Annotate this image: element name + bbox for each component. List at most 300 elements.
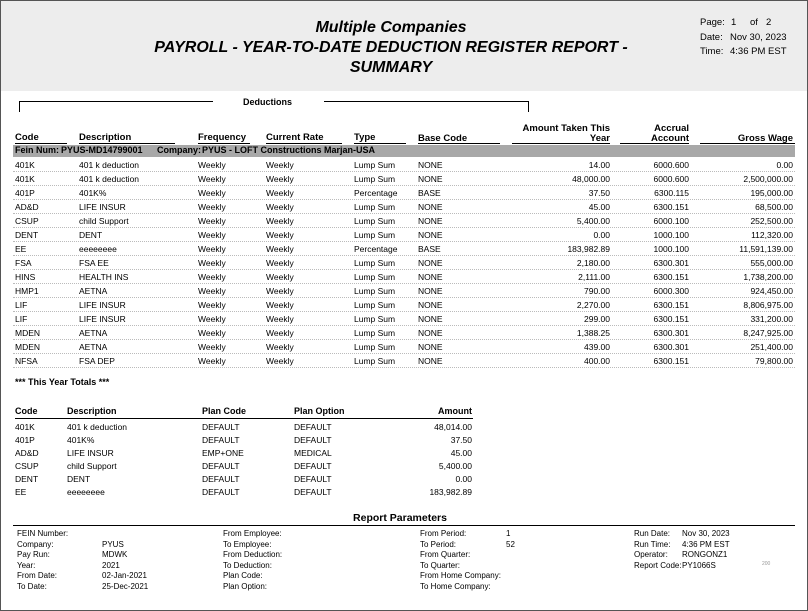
- page-value: 1: [731, 17, 737, 28]
- row-base-code: NONE: [418, 286, 443, 296]
- row-gross-wage: 8,806,975.00: [743, 300, 793, 310]
- row-current-rate: Weekly: [266, 188, 294, 198]
- table-row: [13, 326, 795, 340]
- totals-label: *** This Year Totals ***: [15, 377, 110, 387]
- report-title-main: PAYROLL - YEAR-TO-DATE DEDUCTION REGISTER REPORT -: [154, 39, 628, 56]
- row-frequency: Weekly: [198, 300, 226, 310]
- row-frequency: Weekly: [198, 258, 226, 268]
- col-current-rate: Current Rate: [266, 132, 324, 143]
- row-current-rate: Weekly: [266, 356, 294, 366]
- param-item: [420, 529, 511, 540]
- row-accrual-account: 6300.151: [653, 356, 689, 366]
- row-type: Lump Sum: [354, 356, 396, 366]
- totals-row-plan-option: DEFAULT: [294, 435, 332, 445]
- row-accrual-account: 6300.151: [653, 202, 689, 212]
- row-amount-taken: 5,400.00: [576, 216, 610, 226]
- row-gross-wage: 79,800.00: [755, 356, 793, 366]
- row-frequency: Weekly: [198, 202, 226, 212]
- col-amount-underline: [512, 143, 610, 144]
- row-base-code: NONE: [418, 272, 443, 282]
- row-gross-wage: 195,000.00: [750, 188, 793, 198]
- row-accrual-account: 6300.301: [653, 258, 689, 268]
- totals-col-description: Description: [67, 406, 117, 416]
- row-code: FSA: [15, 258, 32, 268]
- report-parameters-title: Report Parameters: [353, 512, 447, 524]
- row-current-rate: Weekly: [266, 286, 294, 296]
- totals-row-description: DENT: [67, 474, 91, 484]
- bracket-left-line: [19, 101, 213, 102]
- row-base-code: BASE: [418, 244, 441, 254]
- param-label: FEIN Number:: [17, 529, 69, 538]
- col-frequency: Frequency: [198, 132, 247, 143]
- table-row: [13, 256, 795, 270]
- row-amount-taken: 299.00: [584, 314, 610, 324]
- row-gross-wage: 68,500.00: [755, 202, 793, 212]
- row-description: 401 k deduction: [79, 174, 140, 184]
- params-column-1: [17, 529, 149, 593]
- row-base-code: NONE: [418, 314, 443, 324]
- table-row: [13, 228, 795, 242]
- row-code: DENT: [15, 230, 39, 240]
- row-frequency: Weekly: [198, 328, 226, 338]
- param-item: [223, 550, 282, 561]
- row-frequency: Weekly: [198, 314, 226, 324]
- table-row: [13, 312, 795, 326]
- param-item: [634, 550, 728, 561]
- row-base-code: NONE: [418, 328, 443, 338]
- totals-row-description: 401 k deduction: [67, 422, 128, 432]
- row-type: Lump Sum: [354, 230, 396, 240]
- row-accrual-account: 6300.151: [653, 314, 689, 324]
- row-description: AETNA: [79, 342, 108, 352]
- row-current-rate: Weekly: [266, 272, 294, 282]
- totals-row: [15, 448, 473, 461]
- page-info: [700, 17, 772, 28]
- row-current-rate: Weekly: [266, 314, 294, 324]
- totals-row-code: 401P: [15, 435, 35, 445]
- row-type: Lump Sum: [354, 314, 396, 324]
- param-label: To Period:: [420, 539, 457, 549]
- row-code: LIF: [15, 314, 28, 324]
- row-description: 401K%: [79, 188, 107, 198]
- param-item: [420, 539, 515, 551]
- row-description: FSA DEP: [79, 356, 115, 366]
- param-label: Run Date:: [634, 529, 671, 538]
- time-info: [700, 46, 787, 57]
- fein-value: PYUS-MD14799001: [61, 145, 143, 155]
- row-frequency: Weekly: [198, 342, 226, 352]
- row-description: LIFE INSUR: [79, 202, 126, 212]
- row-amount-taken: 790.00: [584, 286, 610, 296]
- param-value: 25-Dec-2021: [102, 581, 149, 591]
- row-code: EE: [15, 244, 27, 254]
- totals-row-amount: 48,014.00: [434, 422, 472, 432]
- totals-row-plan-option: DEFAULT: [294, 461, 332, 471]
- row-type: Lump Sum: [354, 342, 396, 352]
- param-label: To Date:: [17, 581, 47, 591]
- row-amount-taken: 37.50: [588, 188, 610, 198]
- param-item: [634, 539, 730, 551]
- col-accrual-underline: [620, 143, 689, 144]
- row-frequency: Weekly: [198, 160, 226, 170]
- bracket-right-line: [324, 101, 528, 102]
- row-amount-taken: 45.00: [588, 202, 610, 212]
- totals-row-code: DENT: [15, 474, 39, 484]
- col-description: Description: [79, 132, 132, 143]
- row-gross-wage: 555,000.00: [750, 258, 793, 268]
- totals-row-amount: 45.00: [450, 448, 472, 458]
- totals-row-amount: 183,982.89: [429, 487, 472, 497]
- row-description: LIFE INSUR: [79, 314, 126, 324]
- row-base-code: NONE: [418, 174, 443, 184]
- totals-row: [15, 422, 473, 435]
- params-column-4: [634, 529, 730, 571]
- row-type: Lump Sum: [354, 258, 396, 268]
- totals-col-code: Code: [15, 406, 38, 416]
- param-label: To Home Company:: [420, 581, 491, 591]
- param-value: PYUS: [102, 539, 124, 549]
- row-gross-wage: 1,738,200.00: [743, 272, 793, 282]
- row-description: DENT: [79, 230, 103, 240]
- param-label: To Deduction:: [223, 560, 272, 570]
- row-code: MDEN: [15, 342, 41, 352]
- table-row: [13, 298, 795, 312]
- param-item: [420, 561, 501, 572]
- param-value: 02-Jan-2021: [102, 571, 147, 581]
- param-label: Year:: [17, 560, 36, 570]
- page-total: 2: [766, 17, 772, 28]
- param-label: Pay Run:: [17, 550, 50, 560]
- col-gross-underline: [700, 143, 795, 144]
- col-accrual-line2: Account: [651, 133, 689, 144]
- param-item: [223, 540, 282, 551]
- totals-row-plan-code: DEFAULT: [202, 474, 240, 484]
- param-item: [420, 582, 501, 593]
- row-gross-wage: 331,200.00: [750, 314, 793, 324]
- row-base-code: NONE: [418, 216, 443, 226]
- row-amount-taken: 183,982.89: [567, 244, 610, 254]
- param-value: MDWK: [102, 550, 128, 560]
- row-code: CSUP: [15, 216, 39, 226]
- param-value: 4:36 PM EST: [682, 539, 730, 549]
- row-code: LIF: [15, 300, 28, 310]
- totals-row: [15, 474, 473, 487]
- col-amount-taken-line2: Year: [589, 133, 610, 144]
- totals-col-plan-code: Plan Code: [202, 406, 247, 416]
- totals-row-amount: 37.50: [450, 435, 472, 445]
- table-row: [13, 242, 795, 256]
- row-base-code: NONE: [418, 202, 443, 212]
- row-accrual-account: 6300.301: [653, 328, 689, 338]
- row-amount-taken: 1,388.25: [576, 328, 610, 338]
- row-amount-taken: 0.00: [593, 230, 610, 240]
- param-value: 52: [506, 539, 515, 549]
- row-current-rate: Weekly: [266, 174, 294, 184]
- col-base-code: Base Code: [418, 133, 468, 144]
- row-gross-wage: 2,500,000.00: [743, 174, 793, 184]
- totals-row-code: AD&D: [15, 448, 39, 458]
- param-value: PY1066S: [682, 560, 716, 570]
- row-frequency: Weekly: [198, 272, 226, 282]
- param-label: Plan Option:: [223, 581, 268, 591]
- param-label: Company:: [17, 539, 54, 549]
- row-code: NFSA: [15, 356, 38, 366]
- totals-col-amount: Amount: [438, 406, 472, 416]
- row-amount-taken: 2,270.00: [576, 300, 610, 310]
- row-code: 401K: [15, 174, 35, 184]
- row-accrual-account: 6300.301: [653, 342, 689, 352]
- params-column-2: [223, 529, 282, 593]
- deductions-section-label: Deductions: [243, 97, 293, 107]
- company-value: PYUS - LOFT Constructions Marjan-USA: [202, 145, 376, 155]
- row-amount-taken: 400.00: [584, 356, 610, 366]
- totals-row-code: EE: [15, 487, 27, 497]
- row-type: Lump Sum: [354, 286, 396, 296]
- col-base-underline: [418, 143, 500, 144]
- row-accrual-account: 1000.100: [653, 244, 689, 254]
- totals-row-plan-code: DEFAULT: [202, 435, 240, 445]
- row-type: Lump Sum: [354, 160, 396, 170]
- row-description: AETNA: [79, 328, 108, 338]
- row-accrual-account: 1000.100: [653, 230, 689, 240]
- totals-row-description: LIFE INSUR: [67, 448, 114, 458]
- row-base-code: NONE: [418, 258, 443, 268]
- row-type: Lump Sum: [354, 216, 396, 226]
- param-value: Nov 30, 2023: [682, 529, 730, 538]
- row-current-rate: Weekly: [266, 244, 294, 254]
- row-frequency: Weekly: [198, 286, 226, 296]
- param-label: Run Time:: [634, 539, 671, 549]
- totals-row: [15, 487, 473, 500]
- row-current-rate: Weekly: [266, 230, 294, 240]
- report-header: [1, 1, 807, 91]
- row-accrual-account: 6000.600: [653, 174, 689, 184]
- date-value: Nov 30, 2023: [730, 32, 787, 43]
- row-frequency: Weekly: [198, 356, 226, 366]
- row-gross-wage: 11,591,139.00: [739, 244, 793, 254]
- row-accrual-account: 6300.151: [653, 300, 689, 310]
- param-item: [17, 550, 128, 561]
- param-label: From Employee:: [223, 529, 282, 538]
- param-label: From Deduction:: [223, 550, 283, 560]
- time-value: 4:36 PM EST: [730, 46, 787, 57]
- totals-col-plan-option: Plan Option: [294, 406, 345, 416]
- row-current-rate: Weekly: [266, 216, 294, 226]
- footer-page-number: 200: [762, 561, 771, 567]
- param-label: Report Code:: [634, 560, 682, 570]
- row-code: 401P: [15, 188, 35, 198]
- row-gross-wage: 252,500.00: [750, 216, 793, 226]
- totals-row-code: 401K: [15, 422, 35, 432]
- row-gross-wage: 251,400.00: [750, 342, 793, 352]
- param-item: [223, 529, 282, 540]
- time-label: Time:: [700, 46, 724, 57]
- param-item: [17, 560, 120, 572]
- col-code-underline: [15, 143, 67, 144]
- param-item: [420, 571, 501, 582]
- param-item: [17, 529, 68, 540]
- row-code: MDEN: [15, 328, 41, 338]
- totals-row-amount: 0.00: [455, 474, 472, 484]
- row-amount-taken: 2,111.00: [578, 272, 610, 282]
- totals-row-plan-code: DEFAULT: [202, 487, 240, 497]
- fein-company-bar: [13, 145, 795, 157]
- param-label: From Home Company:: [420, 571, 501, 581]
- row-type: Lump Sum: [354, 328, 396, 338]
- row-base-code: BASE: [418, 188, 441, 198]
- row-frequency: Weekly: [198, 216, 226, 226]
- totals-row-amount: 5,400.00: [438, 461, 472, 471]
- row-accrual-account: 6300.115: [654, 188, 689, 198]
- row-frequency: Weekly: [198, 244, 226, 254]
- row-gross-wage: 0.00: [776, 160, 793, 170]
- row-frequency: Weekly: [198, 188, 226, 198]
- row-base-code: NONE: [418, 300, 443, 310]
- param-value: RONGONZ1: [682, 550, 728, 560]
- col-rate-underline: [266, 143, 342, 144]
- param-value: 1: [506, 529, 511, 538]
- row-current-rate: Weekly: [266, 160, 294, 170]
- totals-row-plan-option: DEFAULT: [294, 487, 332, 497]
- table-row: [13, 200, 795, 214]
- report-parameters-divider: [13, 525, 795, 526]
- totals-row-plan-code: DEFAULT: [202, 461, 240, 471]
- param-item: [634, 560, 716, 572]
- totals-header-underline: [15, 418, 473, 419]
- param-item: [223, 582, 282, 593]
- company-label: Company:: [157, 145, 202, 155]
- totals-row: [15, 461, 473, 474]
- row-amount-taken: 2,180.00: [576, 258, 610, 268]
- totals-row-description: child Support: [67, 461, 117, 471]
- param-item: [634, 529, 730, 540]
- row-frequency: Weekly: [198, 174, 226, 184]
- row-code: HMP1: [15, 286, 39, 296]
- row-type: Percentage: [354, 244, 398, 254]
- totals-row-code: CSUP: [15, 461, 39, 471]
- bracket-left-tick: [19, 101, 20, 112]
- row-description: 401 k deduction: [79, 160, 140, 170]
- param-label: To Employee:: [223, 539, 272, 549]
- table-row: [13, 158, 795, 172]
- row-base-code: NONE: [418, 356, 443, 366]
- param-label: From Period:: [420, 529, 467, 538]
- row-accrual-account: 6300.151: [653, 272, 689, 282]
- row-type: Lump Sum: [354, 272, 396, 282]
- totals-row-plan-code: EMP+ONE: [202, 448, 244, 458]
- page-of: of: [750, 17, 758, 28]
- row-current-rate: Weekly: [266, 328, 294, 338]
- totals-row: [15, 435, 473, 448]
- report-title-sub: SUMMARY: [349, 59, 433, 76]
- row-type: Lump Sum: [354, 202, 396, 212]
- col-description-underline: [79, 143, 175, 144]
- totals-row-description: 401K%: [67, 435, 95, 445]
- row-description: AETNA: [79, 286, 108, 296]
- row-frequency: Weekly: [198, 230, 226, 240]
- param-label: From Quarter:: [420, 550, 471, 560]
- col-gross-wage: Gross Wage: [737, 133, 793, 144]
- row-code: 401K: [15, 160, 35, 170]
- row-type: Lump Sum: [354, 174, 396, 184]
- col-type: Type: [354, 132, 376, 143]
- row-code: HINS: [15, 272, 36, 282]
- params-column-3: [420, 529, 515, 593]
- param-item: [17, 571, 147, 582]
- row-description: FSA EE: [79, 258, 109, 268]
- row-current-rate: Weekly: [266, 342, 294, 352]
- row-code: AD&D: [15, 202, 39, 212]
- date-label: Date:: [700, 32, 723, 43]
- param-item: [223, 571, 282, 582]
- page-label: Page:: [700, 17, 725, 28]
- param-label: Plan Code:: [223, 571, 263, 581]
- col-type-underline: [354, 143, 406, 144]
- col-amount-taken-line1: Amount Taken This: [522, 123, 610, 134]
- bracket-right-tick: [528, 101, 529, 112]
- row-description: HEALTH INS: [79, 272, 129, 282]
- table-row: [13, 270, 795, 284]
- param-label: From Date:: [17, 571, 58, 581]
- row-base-code: NONE: [418, 160, 443, 170]
- row-gross-wage: 924,450.00: [750, 286, 793, 296]
- row-gross-wage: 112,320.00: [751, 230, 793, 240]
- param-label: To Quarter:: [420, 560, 461, 570]
- row-gross-wage: 8,247,925.00: [743, 328, 793, 338]
- totals-row-plan-option: DEFAULT: [294, 422, 332, 432]
- row-accrual-account: 6000.300: [653, 286, 689, 296]
- date-info: [700, 32, 787, 43]
- row-accrual-account: 6000.100: [653, 216, 689, 226]
- row-base-code: NONE: [418, 342, 443, 352]
- row-description: LIFE INSUR: [79, 300, 126, 310]
- row-amount-taken: 14.00: [588, 160, 610, 170]
- col-frequency-underline: [198, 143, 250, 144]
- row-accrual-account: 6000.600: [653, 160, 689, 170]
- table-row: [13, 340, 795, 354]
- table-row: [13, 354, 795, 368]
- totals-row-plan-code: DEFAULT: [202, 422, 240, 432]
- table-row: [13, 172, 795, 186]
- row-current-rate: Weekly: [266, 300, 294, 310]
- report-title-company: Multiple Companies: [315, 19, 467, 36]
- param-item: [223, 561, 282, 572]
- row-description: child Support: [79, 216, 129, 226]
- row-current-rate: Weekly: [266, 202, 294, 212]
- param-item: [17, 539, 124, 551]
- param-value: 2021: [102, 560, 120, 570]
- totals-row-plan-option: DEFAULT: [294, 474, 332, 484]
- table-row: [13, 214, 795, 228]
- table-row: [13, 284, 795, 298]
- col-accrual-line1: Accrual: [654, 123, 689, 134]
- table-row: [13, 186, 795, 200]
- col-code: Code: [15, 132, 39, 143]
- param-item: [17, 581, 149, 593]
- totals-row-description: eeeeeeee: [67, 487, 105, 497]
- row-current-rate: Weekly: [266, 258, 294, 268]
- fein-label: Fein Num:: [15, 145, 59, 155]
- row-amount-taken: 48,000.00: [572, 174, 610, 184]
- param-item: [420, 550, 501, 561]
- row-amount-taken: 439.00: [584, 342, 610, 352]
- row-type: Lump Sum: [354, 300, 396, 310]
- row-base-code: NONE: [418, 230, 443, 240]
- param-label: Operator:: [634, 550, 668, 560]
- totals-row-plan-option: MEDICAL: [294, 448, 332, 458]
- row-description: eeeeeeee: [79, 244, 117, 254]
- row-type: Percentage: [354, 188, 398, 198]
